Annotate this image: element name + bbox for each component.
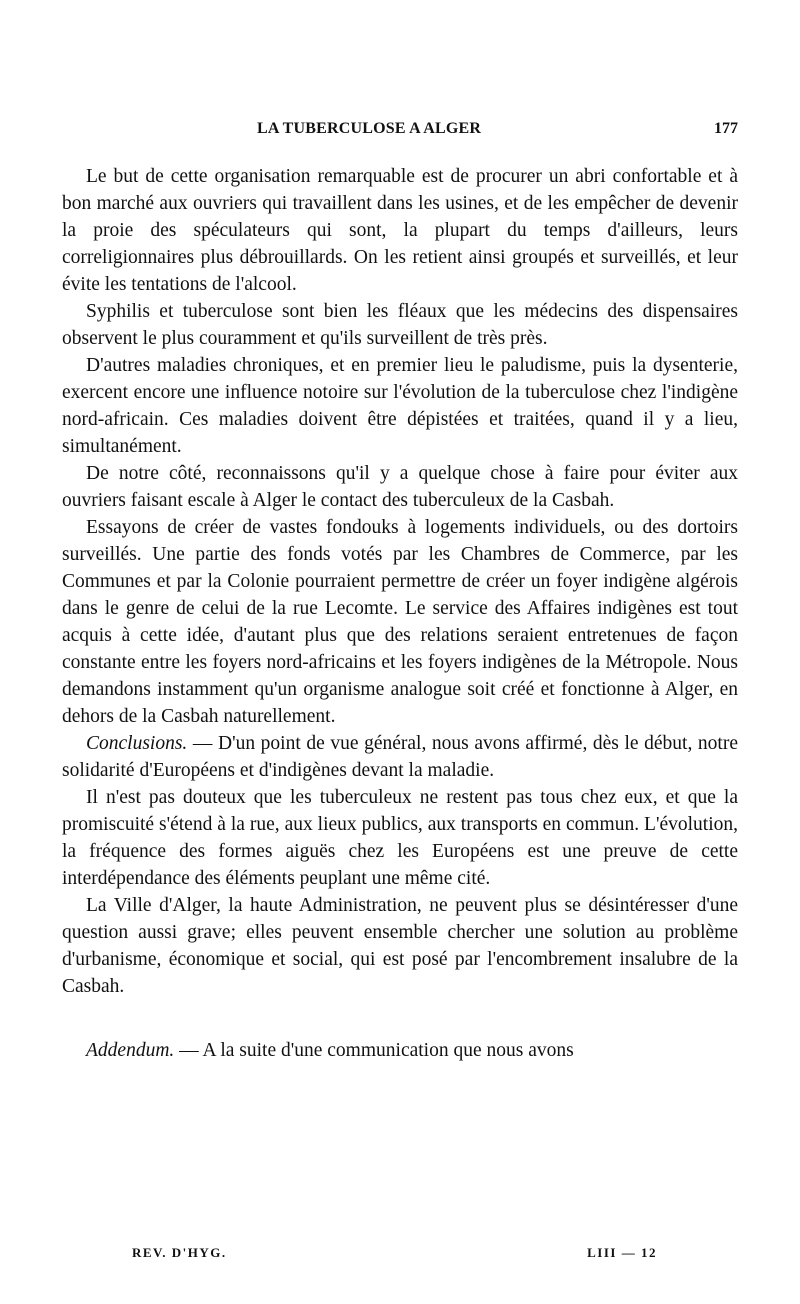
paragraph-gap: [62, 1000, 738, 1037]
conclusions-heading: Conclusions.: [86, 733, 188, 754]
page-number: 177: [714, 120, 738, 137]
volume-signature: LIII — 12: [587, 1245, 657, 1260]
paragraph: Il n'est pas douteux que les tuberculeux ne restent pas tous chez eux, et que la promiscuité s'étend à la rue, aux lieux publics, aux transports en commun. L'évolution, la fréquence des formes aiguës chez les Européens est une preuve de cette interdépendance des éléments peuplant une même cité.: [62, 787, 738, 889]
running-title: LA TUBERCULOSE A ALGER: [257, 120, 482, 137]
paragraph-conclusions: Conclusions. — D'un point de vue général, nous avons affirmé, dès le début, notre solidarité d'Européens et d'indigènes devant la maladie.: [62, 733, 738, 781]
body-text: [62, 163, 738, 1064]
paragraph-addendum: Addendum. — A la suite d'une communication que nous avons: [86, 1040, 574, 1061]
addendum-heading: Addendum.: [86, 1040, 175, 1061]
paragraph: De notre côté, reconnaissons qu'il y a quelque chose à faire pour éviter aux ouvriers faisant escale à Alger le contact des tuberculeux de la Casbah.: [62, 463, 738, 511]
paragraph: Syphilis et tuberculose sont bien les fléaux que les médecins des dispensaires observent le plus couramment et qu'ils surveillent de très près.: [62, 301, 738, 349]
journal-signature: REV. D'HYG.: [132, 1245, 227, 1260]
running-header: [62, 120, 738, 142]
page-footer: [132, 1245, 657, 1265]
paragraph: Essayons de créer de vastes fondouks à logements individuels, ou des dortoirs surveillés. Une partie des fonds votés par les Chambres de Commerce, par les Communes et par la Colonie pourraient permettre de créer un foyer indigène algérois dans le genre de celui de la rue Lecomte. Le service des Affaires indigènes est tout acquis à cette idée, d'autant plus que des relations seraient entretenues de façon constante entre les foyers nord-africains et les foyers indigènes de la Métropole. Nous demandons instamment qu'un organisme analogue soit créé et fonctionne à Alger, en dehors de la Casbah naturellement.: [62, 517, 738, 727]
paragraph: D'autres maladies chroniques, et en premier lieu le paludisme, puis la dysenterie, exercent encore une influence notoire sur l'évolution de la tuberculose chez l'indigène nord-africain. Ces maladies doivent être dépistées et traitées, quand il y a lieu, simultanément.: [62, 355, 738, 457]
paragraph: La Ville d'Alger, la haute Administration, ne peuvent plus se désintéresser d'une question aussi grave; elles peuvent ensemble chercher une solution au problème d'urbanisme, économique et social, qui est posé par l'encombrement insalubre de la Casbah.: [62, 895, 738, 997]
paragraph: Le but de cette organisation remarquable est de procurer un abri confortable et à bon marché aux ouvriers qui travaillent dans les usines, et de les empêcher de devenir la proie des spéculateurs qui sont, la plupart du temps d'ailleurs, leurs correligionnaires plus débrouillards. On les retient ainsi groupés et surveillés, et leur évite les tentations de l'alcool.: [62, 166, 738, 295]
